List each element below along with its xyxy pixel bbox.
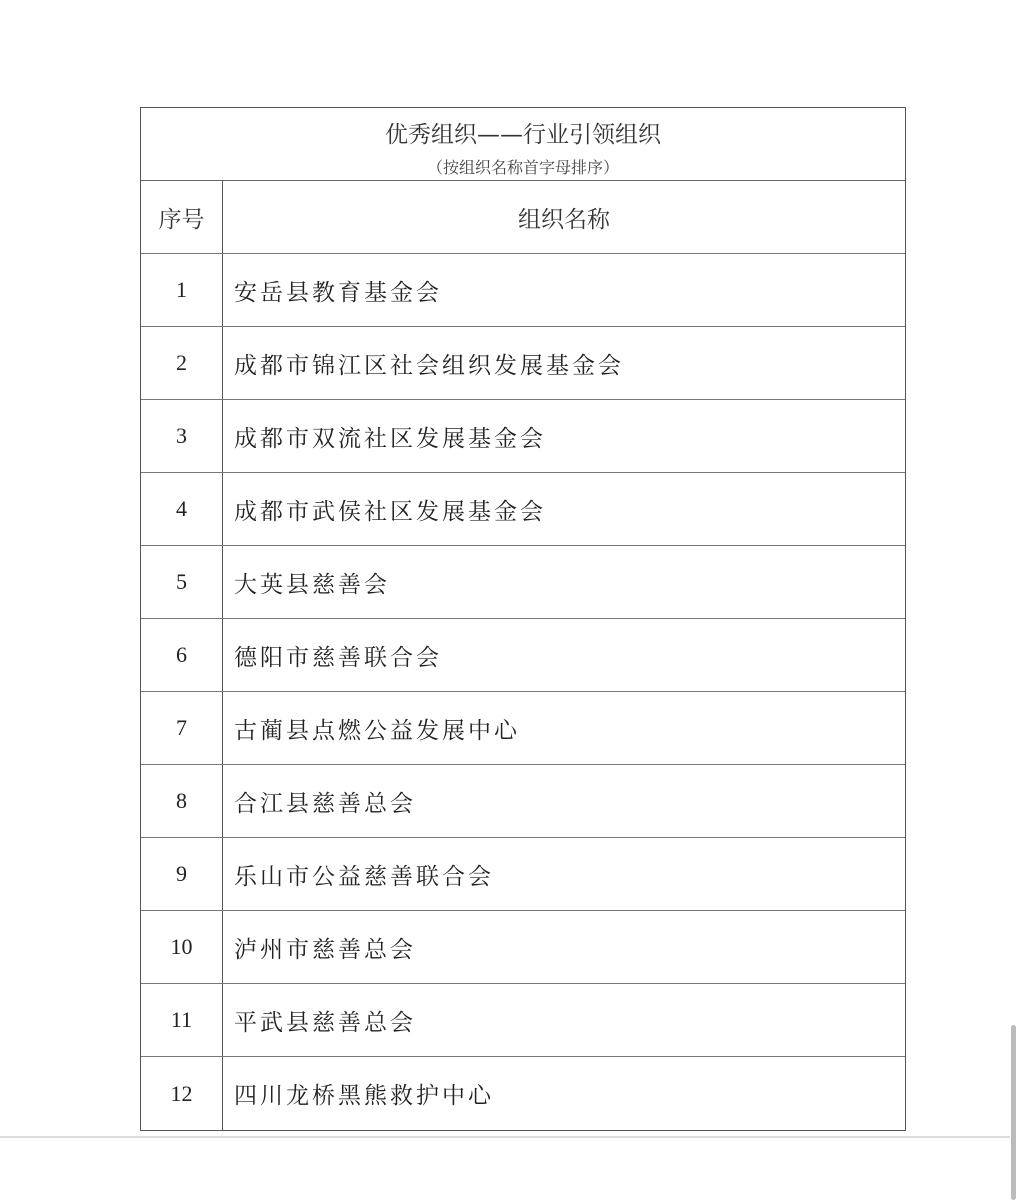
- table-row: [141, 400, 905, 473]
- organization-name: 平武县慈善总会: [234, 1009, 416, 1036]
- row-index: 4: [141, 473, 223, 545]
- organization-name: 大英县慈善会: [234, 571, 390, 598]
- row-index: 5: [141, 546, 223, 618]
- table-header-row: [141, 181, 905, 254]
- table-row: [141, 692, 905, 765]
- organization-name: 成都市武侯社区发展基金会: [234, 498, 546, 525]
- organization-name: 古蔺县点燃公益发展中心: [234, 717, 520, 744]
- row-index: 1: [141, 254, 223, 326]
- table-row: [141, 473, 905, 546]
- header-index: 序号: [141, 181, 223, 253]
- row-index: 8: [141, 765, 223, 837]
- table-title-row: [141, 108, 905, 181]
- scrollbar[interactable]: [1011, 1025, 1016, 1200]
- page-separator: [0, 1136, 1010, 1138]
- table-row: [141, 619, 905, 692]
- row-index: 9: [141, 838, 223, 910]
- row-index: 6: [141, 619, 223, 691]
- organization-name: 四川龙桥黑熊救护中心: [234, 1083, 494, 1109]
- row-index: 2: [141, 327, 223, 399]
- organization-name: 乐山市公益慈善联合会: [234, 863, 494, 890]
- organization-name: 成都市锦江区社会组织发展基金会: [234, 352, 624, 379]
- row-index: 7: [141, 692, 223, 764]
- table-row: [141, 911, 905, 984]
- header-name: 组织名称: [518, 206, 610, 233]
- table-row: [141, 327, 905, 400]
- table-row: [141, 765, 905, 838]
- row-index: 12: [141, 1057, 223, 1130]
- table-row: [141, 984, 905, 1057]
- table-row: [141, 546, 905, 619]
- table-row: [141, 838, 905, 911]
- organization-name: 成都市双流社区发展基金会: [234, 425, 546, 452]
- table-subtitle: （按组织名称首字母排序）: [426, 158, 619, 177]
- row-index: 3: [141, 400, 223, 472]
- organization-name: 泸州市慈善总会: [234, 936, 416, 963]
- organization-name: 德阳市慈善联合会: [234, 644, 442, 671]
- row-index: 11: [141, 984, 223, 1056]
- row-index: 10: [141, 911, 223, 983]
- table-title: 优秀组织——行业引领组织: [385, 122, 661, 148]
- organization-name: 安岳县教育基金会: [234, 279, 442, 306]
- organization-name: 合江县慈善总会: [234, 790, 416, 817]
- organization-table: [140, 107, 906, 1131]
- table-row: [141, 1057, 905, 1130]
- table-row: [141, 254, 905, 327]
